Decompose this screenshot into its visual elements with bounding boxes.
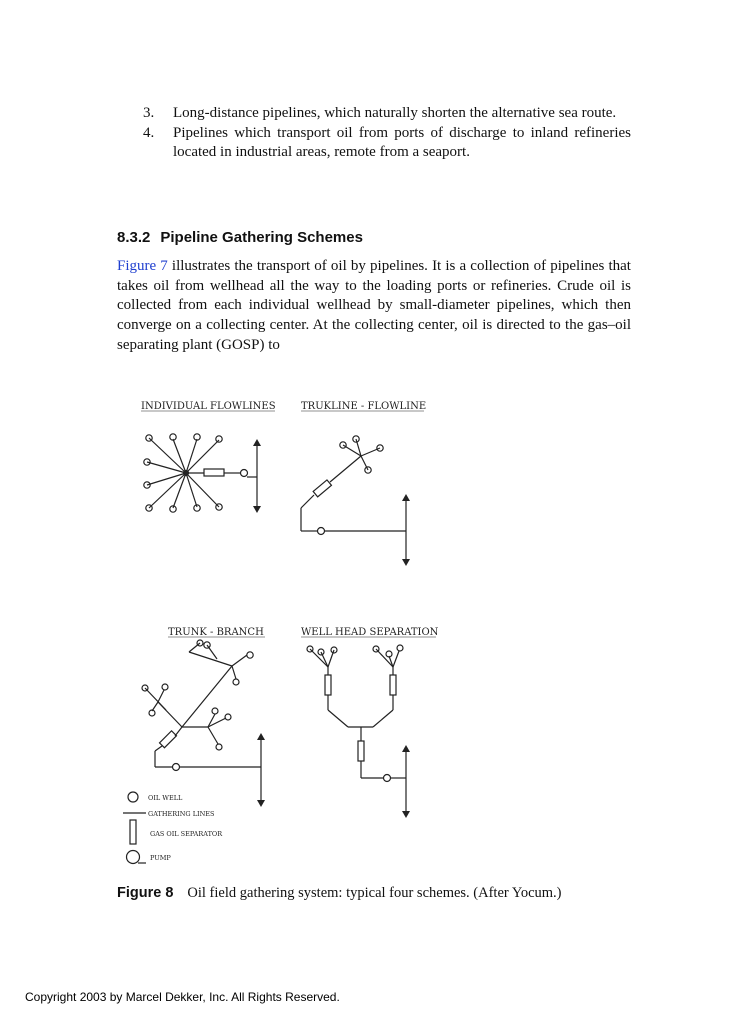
trunk-branch-diagram [142, 640, 261, 802]
list-number: 4. [143, 124, 155, 141]
individual-flowlines-label: INDIVIDUAL FLOWLINES [141, 401, 276, 412]
individual-flowlines-diagram [144, 434, 257, 512]
trunk-branch-label: TRUNK - BRANCH [168, 627, 264, 638]
list-text: Long-distance pipelines, which naturally shorten the alternative sea route. [173, 105, 617, 121]
legend-gathering-lines: GATHERING LINES [148, 810, 215, 818]
list-number: 3. [143, 105, 155, 121]
legend-pump: PUMP [150, 854, 171, 862]
trunkline-flowline-diagram [301, 436, 406, 562]
gathering-schemes-figure [120, 390, 460, 880]
caption-text: Oil field gathering system: typical four schemes. (After Yocum.) [187, 885, 562, 901]
legend-symbols [123, 792, 146, 864]
list-text: Pipelines which transport oil from ports of discharge to inland refineries located in industrial areas, remote from a seaport. [173, 124, 631, 160]
section-title: Pipeline Gathering Schemes [160, 229, 363, 246]
wellhead-separation-diagram [307, 645, 406, 814]
paragraph-text: illustrates the transport of oil by pipelines. It is a collection of pipelines that takes oil from wellhead all the way to the loading ports or refineries. Crude oil is collected from each individual wellhead by small-diameter pipelines, which then converge on a collecting center. At the collecting center, oil is directed to the gas–oil separating plant (GOSP) to [117, 258, 631, 353]
list-item [143, 124, 631, 163]
section-heading [117, 229, 363, 246]
figure-7-link[interactable]: Figure 7 [117, 258, 168, 274]
trunkline-flowline-label: TRUKLINE - FLOWLINE [301, 401, 427, 412]
body-paragraph [117, 257, 631, 356]
figure-caption [117, 885, 562, 902]
legend-oil-well: OIL WELL [148, 794, 183, 802]
numbered-list [143, 104, 631, 163]
figure-label: Figure 8 [117, 885, 174, 901]
legend-separator: GAS OIL SEPARATOR [150, 830, 223, 838]
section-number: 8.3.2 [117, 229, 151, 246]
wellhead-separation-label: WELL HEAD SEPARATION [301, 627, 439, 638]
list-item [143, 104, 631, 124]
copyright-footer: Copyright 2003 by Marcel Dekker, Inc. All Rights Reserved. [25, 990, 340, 1004]
